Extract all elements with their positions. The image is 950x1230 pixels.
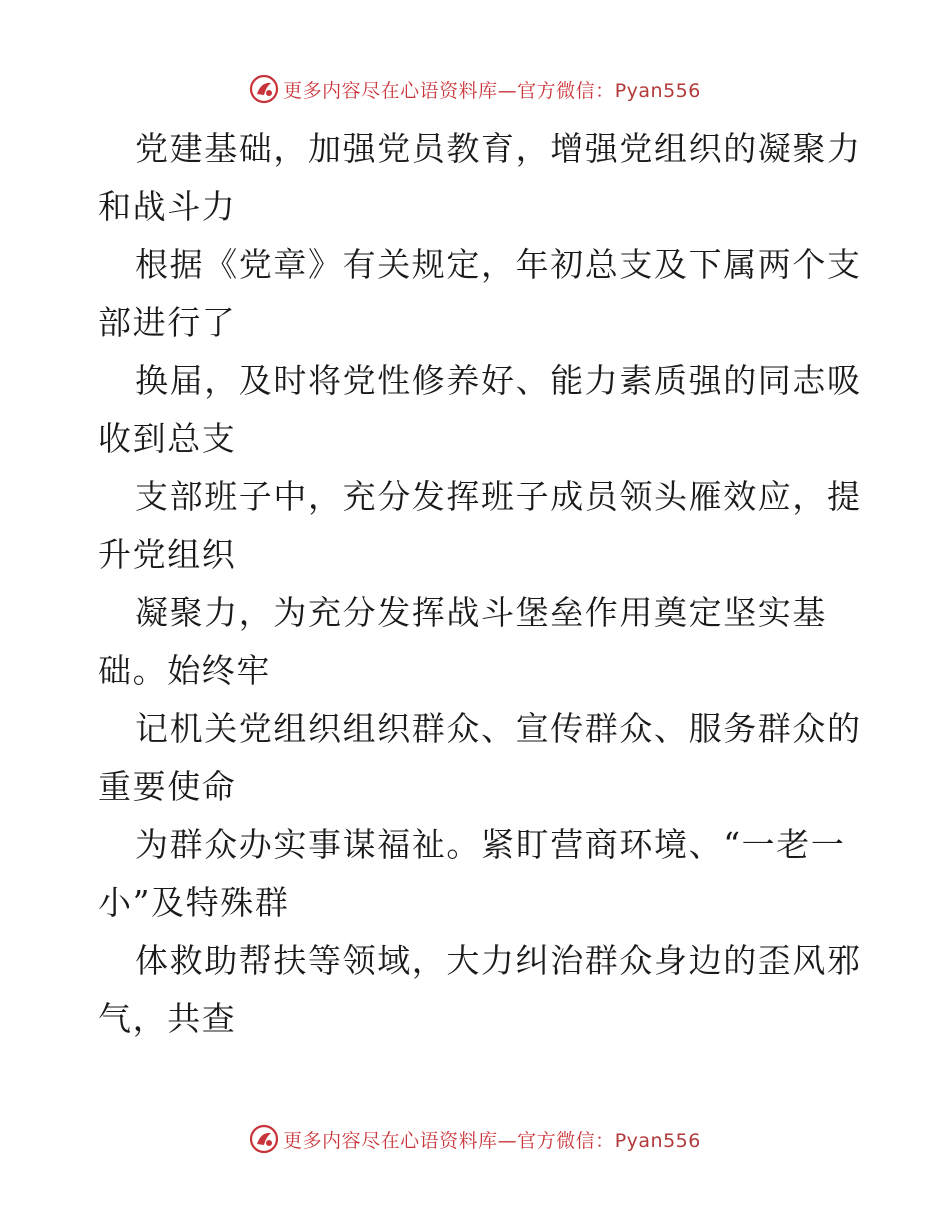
text-line: 支部班子中，充分发挥班子成员领头雁效应，提	[135, 477, 862, 516]
text-line: 部进行了	[98, 303, 237, 342]
document-body	[98, 120, 862, 1048]
text-line: 凝聚力，为充分发挥战斗堡垒作用奠定坚实基	[135, 593, 827, 632]
brand-logo-icon	[249, 74, 279, 104]
footer-watermark	[0, 1124, 950, 1154]
text-line: 收到总支	[98, 419, 237, 458]
text-line: 为群众办实事谋福祉。紧盯营商环境、“一老一	[135, 825, 846, 864]
text-line: 党建基础，加强党员教育，增强党组织的凝聚力	[135, 129, 862, 168]
text-line: 和战斗力	[98, 187, 237, 226]
header-watermark	[0, 74, 950, 104]
text-line: 根据《党章》有关规定，年初总支及下属两个支	[135, 245, 862, 284]
text-line: 升党组织	[98, 535, 237, 574]
text-line: 小”及特殊群	[98, 883, 290, 922]
text-line: 换届，及时将党性修养好、能力素质强的同志吸	[135, 361, 862, 400]
text-line: 体救助帮扶等领域，大力纠治群众身边的歪风邪	[135, 941, 862, 980]
text-line: 础。始终牢	[98, 651, 271, 690]
header-watermark-text: 更多内容尽在心语资料库—官方微信：Pyan556	[283, 79, 701, 102]
text-line: 气，共查	[98, 999, 237, 1038]
wechat-id: Pyan556	[614, 79, 701, 102]
footer-watermark-text: 更多内容尽在心语资料库—官方微信：Pyan556	[283, 1129, 701, 1152]
wechat-id: Pyan556	[614, 1129, 701, 1152]
text-line: 记机关党组织组织群众、宣传群众、服务群众的	[135, 709, 862, 748]
brand-logo-icon	[249, 1124, 279, 1154]
text-line: 重要使命	[98, 767, 237, 806]
